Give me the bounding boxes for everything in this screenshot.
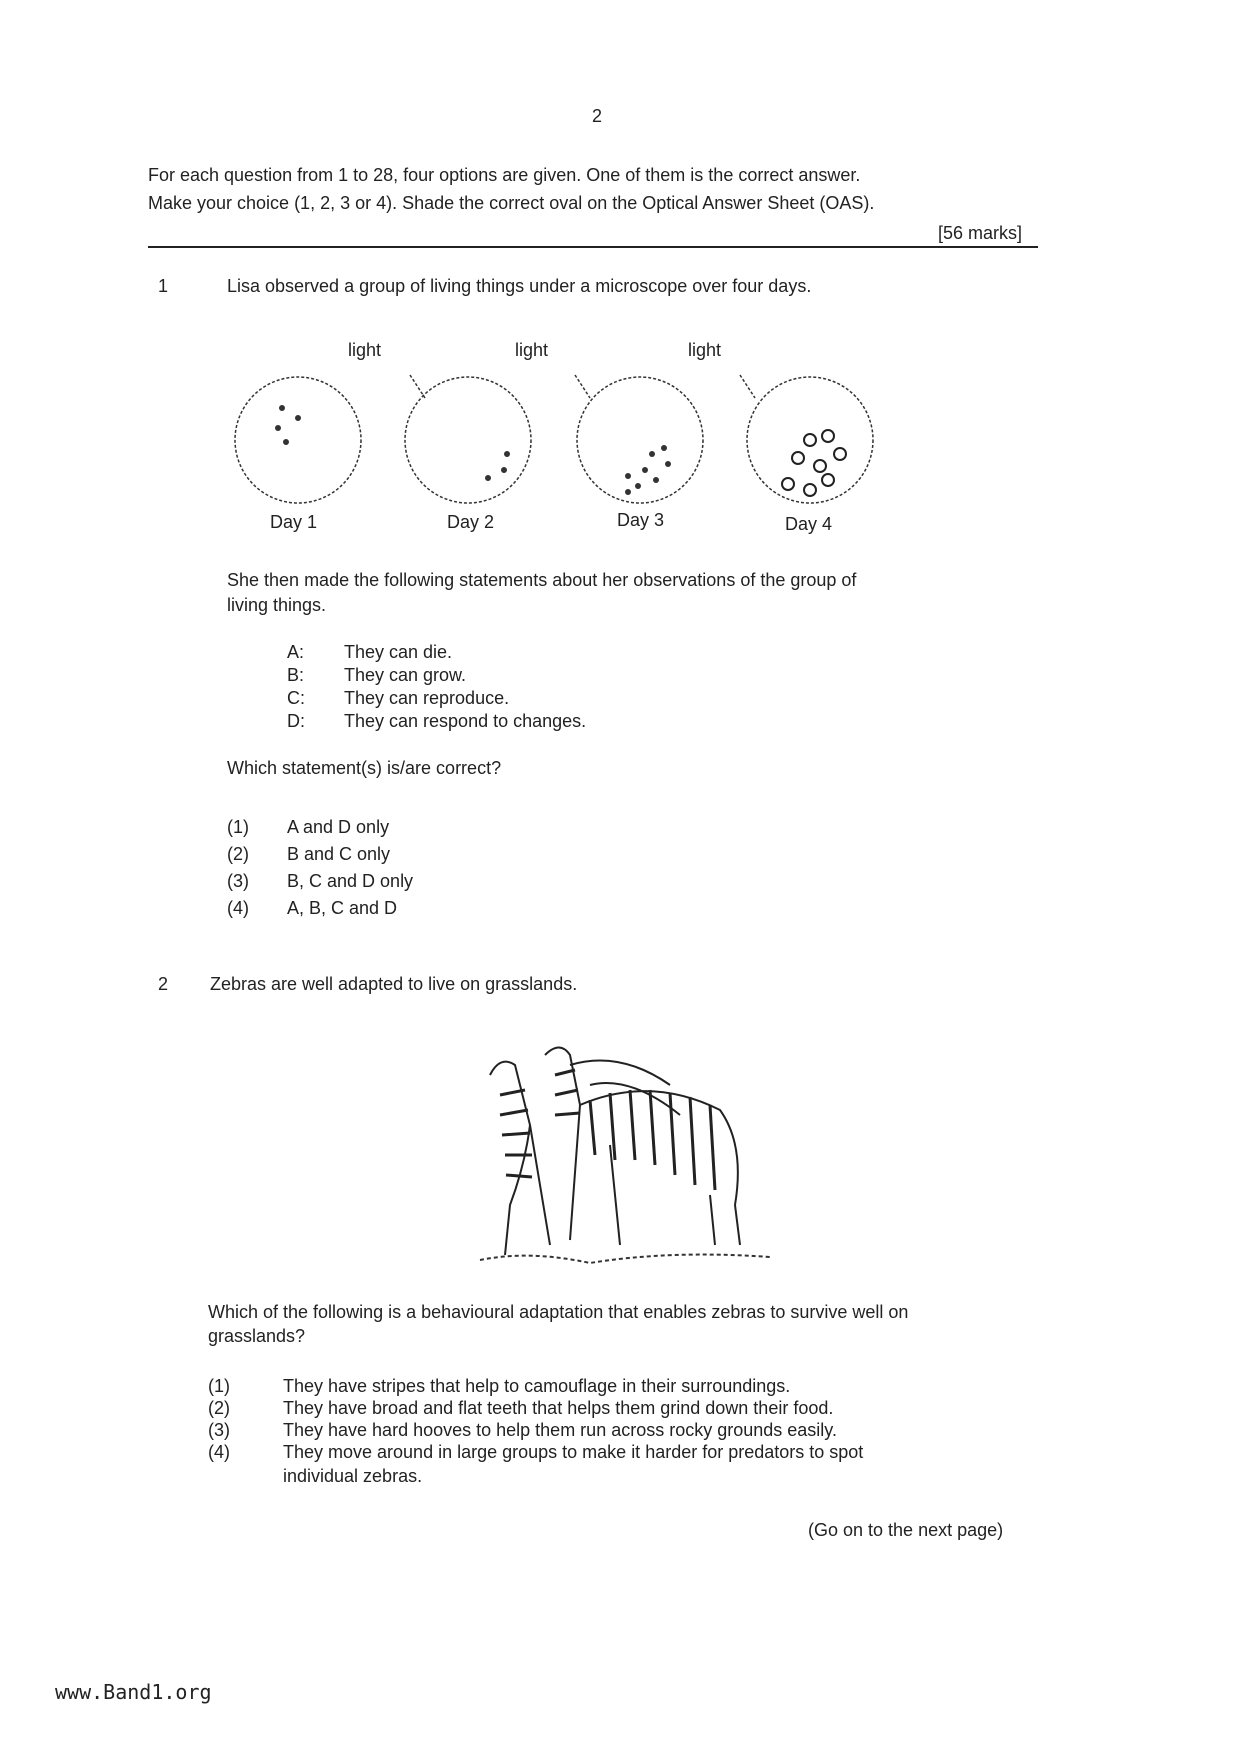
next-page-note: (Go on to the next page) <box>808 1520 1004 1540</box>
option-text: B and C only <box>287 844 391 864</box>
statement-text: They can respond to changes. <box>344 711 587 731</box>
day-4-label: Day 4 <box>785 514 833 534</box>
day-2-label: Day 2 <box>447 512 495 532</box>
option-text: They have stripes that help to camouflage in their surroundings. <box>283 1376 791 1396</box>
option-text: B, C and D only <box>287 871 414 891</box>
statement-text: They can grow. <box>344 665 467 685</box>
option-number: (3) <box>227 871 249 891</box>
light-label-3: light <box>688 340 722 360</box>
light-label-2: light <box>515 340 549 360</box>
option-text: A and D only <box>287 817 390 837</box>
q2-option-4-continued: individual zebras. <box>283 1466 423 1486</box>
question-2-number: 2 <box>158 974 169 994</box>
statement-letter: B: <box>287 665 305 685</box>
q1-option-1[interactable] <box>227 817 389 838</box>
microscope-diagram <box>220 360 900 510</box>
option-number: (4) <box>227 898 249 918</box>
question-1-stem: Lisa observed a group of living things under a microscope over four days. <box>227 276 812 296</box>
instructions-line-2: Make your choice (1, 2, 3 or 4). Shade the correct oval on the Optical Answer Sheet (OAS). <box>148 193 875 213</box>
zebras-illustration <box>470 1035 810 1280</box>
statement-d <box>287 711 586 732</box>
question-2-stem: Zebras are well adapted to live on grasslands. <box>210 974 578 994</box>
option-number: (1) <box>208 1376 230 1396</box>
light-label-1: light <box>348 340 382 360</box>
day-1-view <box>235 377 361 503</box>
q1-option-2[interactable] <box>227 844 390 865</box>
statement-letter: D: <box>287 711 305 731</box>
q2-option-4[interactable] <box>208 1442 863 1463</box>
day-3-label: Day 3 <box>617 510 665 530</box>
watermark: www.Band1.org <box>55 1680 212 1704</box>
option-text: A, B, C and D <box>287 898 398 918</box>
option-number: (4) <box>208 1442 230 1462</box>
statement-letter: C: <box>287 688 305 708</box>
option-number: (3) <box>208 1420 230 1440</box>
option-number: (2) <box>227 844 249 864</box>
statement-b <box>287 665 466 686</box>
instructions-line-1: For each question from 1 to 28, four options are given. One of them is the correct answer. <box>148 165 861 185</box>
statement-letter: A: <box>287 642 305 662</box>
statement-c <box>287 688 509 709</box>
q1-option-3[interactable] <box>227 871 413 892</box>
page-number: 2 <box>592 106 603 126</box>
q2-option-3[interactable] <box>208 1420 837 1441</box>
question-1-prompt: Which statement(s) is/are correct? <box>227 758 502 778</box>
option-text: They move around in large groups to make it harder for predators to spot <box>283 1442 864 1462</box>
total-marks: [56 marks] <box>938 223 1023 243</box>
question-2-prompt-2: grasslands? <box>208 1326 306 1346</box>
q1-option-4[interactable] <box>227 898 397 919</box>
question-2-prompt-1: Which of the following is a behavioural adaptation that enables zebras to survive well on <box>208 1302 909 1322</box>
statement-text: They can die. <box>344 642 453 662</box>
day-1-label: Day 1 <box>270 512 318 532</box>
option-text: They have hard hooves to help them run across rocky grounds easily. <box>283 1420 837 1440</box>
q2-option-2[interactable] <box>208 1398 833 1419</box>
statement-intro-2: living things. <box>227 595 327 615</box>
statement-a <box>287 642 452 663</box>
statement-intro-1: She then made the following statements about her observations of the group of <box>227 570 857 590</box>
divider <box>148 246 1038 248</box>
statement-text: They can reproduce. <box>344 688 510 708</box>
option-number: (2) <box>208 1398 230 1418</box>
q2-option-1[interactable] <box>208 1376 790 1397</box>
option-text: They have broad and flat teeth that helps them grind down their food. <box>283 1398 834 1418</box>
question-1-number: 1 <box>158 276 169 296</box>
option-number: (1) <box>227 817 249 837</box>
organisms <box>275 405 671 495</box>
